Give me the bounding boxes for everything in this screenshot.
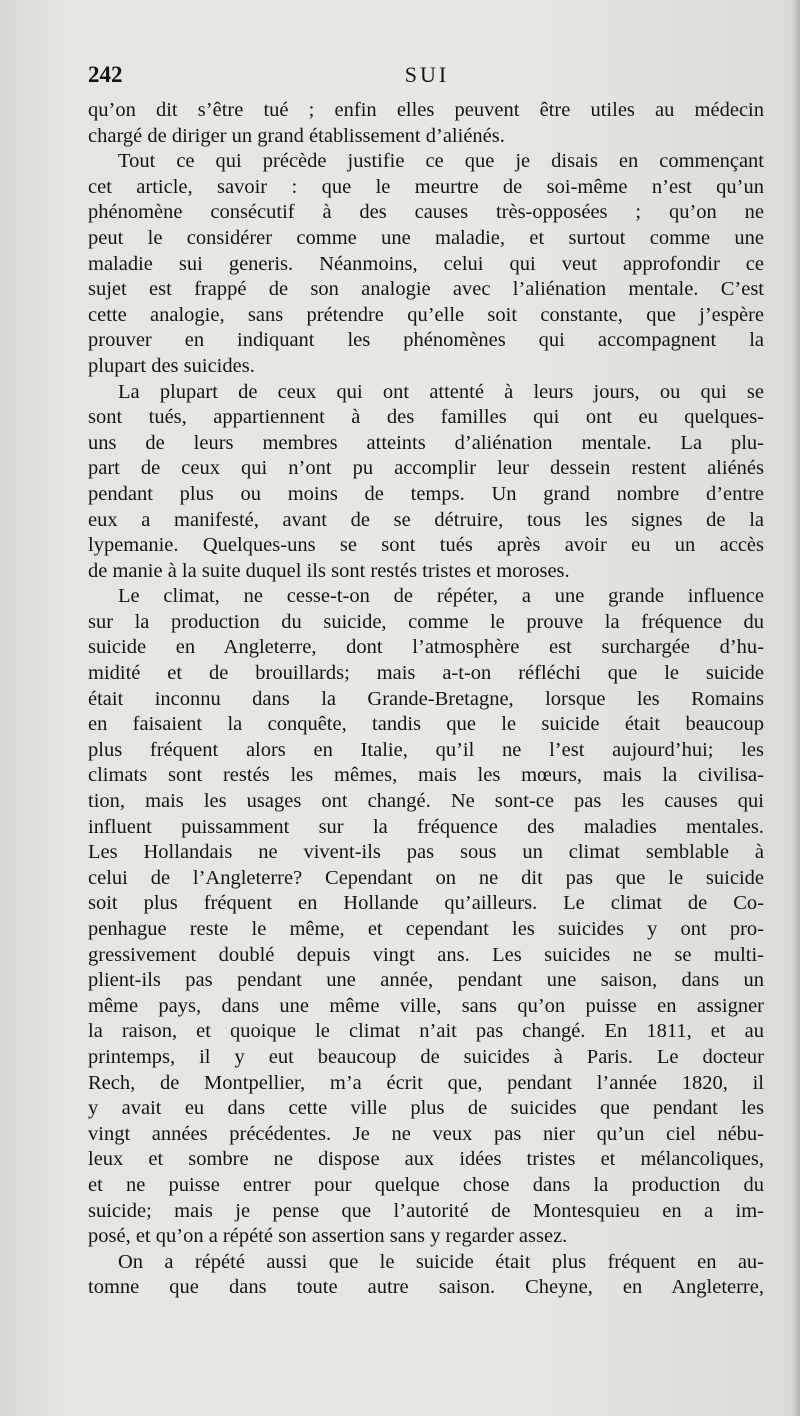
text-line: soit plus fréquent en Hollande qu’ailleurs. Le climat de Co- [88, 892, 764, 915]
text-line: part de ceux qui n’ont pu accomplir leur dessein restent aliénés [88, 457, 764, 480]
text-line: la raison, et quoique le climat n’ait pas changé. En 1811, et au [88, 1020, 764, 1043]
page-header [88, 62, 766, 92]
text-line: eux a manifesté, avant de se détruire, tous les signes de la [88, 508, 764, 531]
text-line: gressivement doublé depuis vingt ans. Les suicides ne se multi- [88, 943, 764, 966]
text-line: de manie à la suite duquel ils sont restés tristes et moroses. [88, 559, 570, 582]
text-line: sur la production du suicide, comme le prouve la fréquence du [88, 610, 764, 633]
text-line: vingt années précédentes. Je ne veux pas nier qu’un ciel nébu- [88, 1122, 764, 1145]
running-head: SUI [404, 62, 450, 87]
text-line: plient-ils pas pendant une année, pendant une saison, dans un [88, 969, 764, 992]
text-line: tion, mais les usages ont changé. Ne sont-ce pas les causes qui [88, 790, 764, 813]
text-line: sujet est frappé de son analogie avec l’aliénation mentale. C’est [88, 278, 764, 301]
text-line: suicide; mais je pense que l’autorité de Montesquieu en a im- [88, 1199, 764, 1222]
text-line: uns de leurs membres atteints d’aliénation mentale. La plu- [88, 431, 764, 454]
text-line: printemps, il y eut beaucoup de suicides à Paris. Le docteur [88, 1045, 764, 1068]
text-line: La plupart de ceux qui ont attenté à leurs jours, ou qui se [118, 380, 764, 403]
text-line: midité et de brouillards; mais a-t-on réfléchi que le suicide [88, 662, 764, 685]
text-line: chargé de diriger un grand établissement d’aliénés. [88, 124, 505, 147]
page-edge-shadow [791, 0, 800, 1416]
text-line: phénomène consécutif à des causes très-opposées ; qu’on ne [88, 201, 764, 224]
text-line: qu’on dit s’être tué ; enfin elles peuvent être utiles au médecin [88, 99, 764, 121]
text-line: Les Hollandais ne vivent-ils pas sous un climat semblable à [88, 841, 764, 864]
text-line: cet article, savoir : que le meurtre de soi-même n’est qu’un [88, 175, 764, 198]
text-line: sont tués, appartiennent à des familles qui ont eu quelques- [88, 406, 764, 429]
text-line: Tout ce qui précède justifie ce que je disais en commençant [118, 150, 764, 173]
text-line: même pays, dans une même ville, sans qu’on puisse en assigner [88, 994, 764, 1017]
text-line: celui de l’Angleterre? Cependant on ne dit pas que le suicide [88, 866, 764, 889]
text-line: y avait eu dans cette ville plus de suicides que pendant les [88, 1097, 764, 1120]
text-line: On a répété aussi que le suicide était plus fréquent en au- [118, 1250, 764, 1273]
text-line: lypemanie. Quelques-uns se sont tués après avoir eu un accès [88, 534, 764, 557]
text-line: Rech, de Montpellier, m’a écrit que, pendant l’année 1820, il [88, 1071, 764, 1094]
text-line: en faisaient la conquête, tandis que le suicide était beaucoup [88, 713, 764, 736]
text-line: penhague reste le même, et cependant les suicides y ont pro- [88, 918, 764, 940]
text-line: leux et sombre ne dispose aux idées tristes et mélancoliques, [88, 1148, 764, 1171]
text-line: cette analogie, sans prétendre qu’elle soit constante, que j’espère [88, 303, 764, 326]
text-line: pendant plus ou moins de temps. Un grand nombre d’entre [88, 482, 764, 505]
body-text [88, 98, 764, 1301]
text-line: climats sont restés les mêmes, mais les mœurs, mais la civilisa- [88, 764, 764, 787]
page-number: 242 [88, 62, 123, 87]
text-line: peut le considérer comme une maladie, et surtout comme une [88, 226, 764, 249]
text-line: prouver en indiquant les phénomènes qui accompagnent la [88, 329, 764, 352]
text-line: plus fréquent alors en Italie, qu’il ne l’est aujourd’hui; les [88, 738, 764, 761]
text-line: maladie sui generis. Néanmoins, celui qui veut approfondir ce [88, 252, 764, 275]
text-line: tomne que dans toute autre saison. Cheyne, en Angleterre, [88, 1276, 764, 1299]
text-line: et ne puisse entrer pour quelque chose dans la production du [88, 1173, 764, 1196]
text-line: Le climat, ne cesse-t-on de répéter, a une grande influence [118, 585, 764, 608]
text-line: suicide en Angleterre, dont l’atmosphère est surchargée d’hu- [88, 636, 764, 659]
text-line: était inconnu dans la Grande-Bretagne, lorsque les Romains [88, 687, 764, 710]
text-line: posé, et qu’on a répété son assertion sans y regarder assez. [88, 1225, 568, 1248]
text-line: plupart des suicides. [88, 354, 255, 377]
text-line: influent puissamment sur la fréquence des maladies mentales. [88, 815, 764, 838]
